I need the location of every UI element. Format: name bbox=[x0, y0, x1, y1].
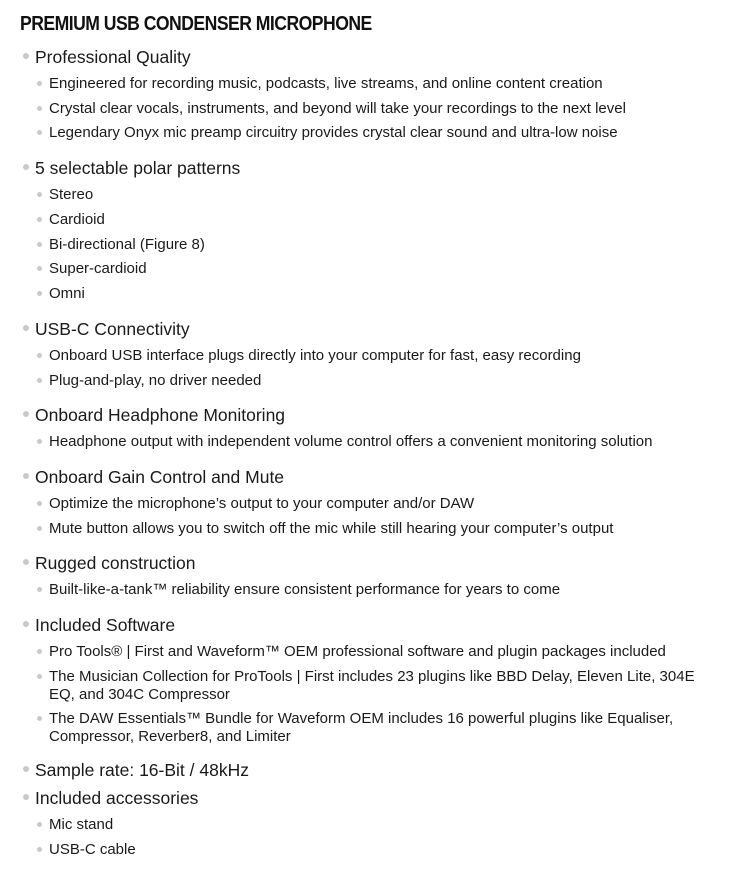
section-heading: Included Software bbox=[35, 615, 176, 635]
list-item: Cardioid bbox=[49, 211, 105, 228]
section-heading: Included accessories bbox=[35, 788, 199, 808]
list-item: Engineered for recording music, podcasts, live streams, and online content creation bbox=[49, 75, 603, 92]
section-heading: Onboard Gain Control and Mute bbox=[35, 467, 285, 487]
list-item: Onboard USB interface plugs directly into your computer for fast, easy recording bbox=[49, 347, 581, 364]
item-bullet bbox=[37, 526, 42, 531]
section-bullet bbox=[23, 766, 29, 772]
list-item: Mute button allows you to switch off the mic while still hearing your computer’s output bbox=[49, 520, 614, 537]
list-item: Bi-directional (Figure 8) bbox=[49, 236, 205, 253]
section-heading: Sample rate: 16-Bit / 48kHz bbox=[35, 760, 249, 780]
section-bullet bbox=[23, 164, 29, 170]
item-bullet bbox=[37, 378, 42, 383]
list-item: Omni bbox=[49, 285, 85, 302]
section-bullet bbox=[23, 473, 29, 479]
list-item: Stereo bbox=[49, 186, 94, 203]
item-bullet bbox=[37, 587, 42, 592]
list-item: Plug-and-play, no driver needed bbox=[49, 372, 262, 389]
item-bullet bbox=[37, 649, 42, 654]
list-item: USB-C cable bbox=[49, 841, 136, 858]
page-title: PREMIUM USB CONDENSER MICROPHONE bbox=[20, 13, 372, 35]
item-bullet bbox=[37, 217, 42, 222]
section-bullet bbox=[23, 621, 29, 627]
section-bullet bbox=[23, 411, 29, 417]
item-bullet bbox=[37, 81, 42, 86]
item-bullet bbox=[37, 716, 42, 721]
item-bullet bbox=[37, 266, 42, 271]
list-item: Legendary Onyx mic preamp circuitry provides crystal clear sound and ultra-low noise bbox=[49, 124, 618, 141]
list-item: Optimize the microphone’s output to your computer and/or DAW bbox=[49, 495, 475, 512]
section-heading: Rugged construction bbox=[35, 553, 196, 573]
list-item: Headphone output with independent volume control offers a convenient monitoring solution bbox=[49, 433, 653, 450]
section-bullet bbox=[23, 325, 29, 331]
section-heading: Professional Quality bbox=[35, 47, 191, 67]
section-heading: 5 selectable polar patterns bbox=[35, 158, 241, 178]
item-bullet bbox=[37, 242, 42, 247]
section-heading: USB-C Connectivity bbox=[35, 319, 190, 339]
item-bullet bbox=[37, 847, 42, 852]
list-item: Pro Tools® | First and Waveform™ OEM professional software and plugin packages included bbox=[49, 643, 666, 660]
section-bullet bbox=[23, 559, 29, 565]
list-item: Built-like-a-tank™ reliability ensure consistent performance for years to come bbox=[49, 581, 561, 598]
item-bullet bbox=[37, 130, 42, 135]
list-item: The Musician Collection for ProTools | First includes 23 plugins like BBD Delay, Eleven Lite, 304E EQ, and 304C Compressor bbox=[49, 668, 695, 703]
list-item: Super-cardioid bbox=[49, 260, 147, 277]
item-bullet bbox=[37, 501, 42, 506]
item-bullet bbox=[37, 674, 42, 679]
item-bullet bbox=[37, 439, 42, 444]
section-bullet bbox=[23, 53, 29, 59]
item-bullet bbox=[37, 192, 42, 197]
list-item: Crystal clear vocals, instruments, and beyond will take your recordings to the next level bbox=[49, 100, 626, 117]
item-bullet bbox=[37, 106, 42, 111]
item-bullet bbox=[37, 822, 42, 827]
list-item: Mic stand bbox=[49, 816, 114, 833]
section-bullet bbox=[23, 794, 29, 800]
item-bullet bbox=[37, 353, 42, 358]
item-bullet bbox=[37, 291, 42, 296]
section-heading: Onboard Headphone Monitoring bbox=[35, 405, 286, 425]
list-item: The DAW Essentials™ Bundle for Waveform OEM includes 16 powerful plugins like Equaliser, Compressor, Reverber8, and Limiter bbox=[49, 710, 674, 745]
